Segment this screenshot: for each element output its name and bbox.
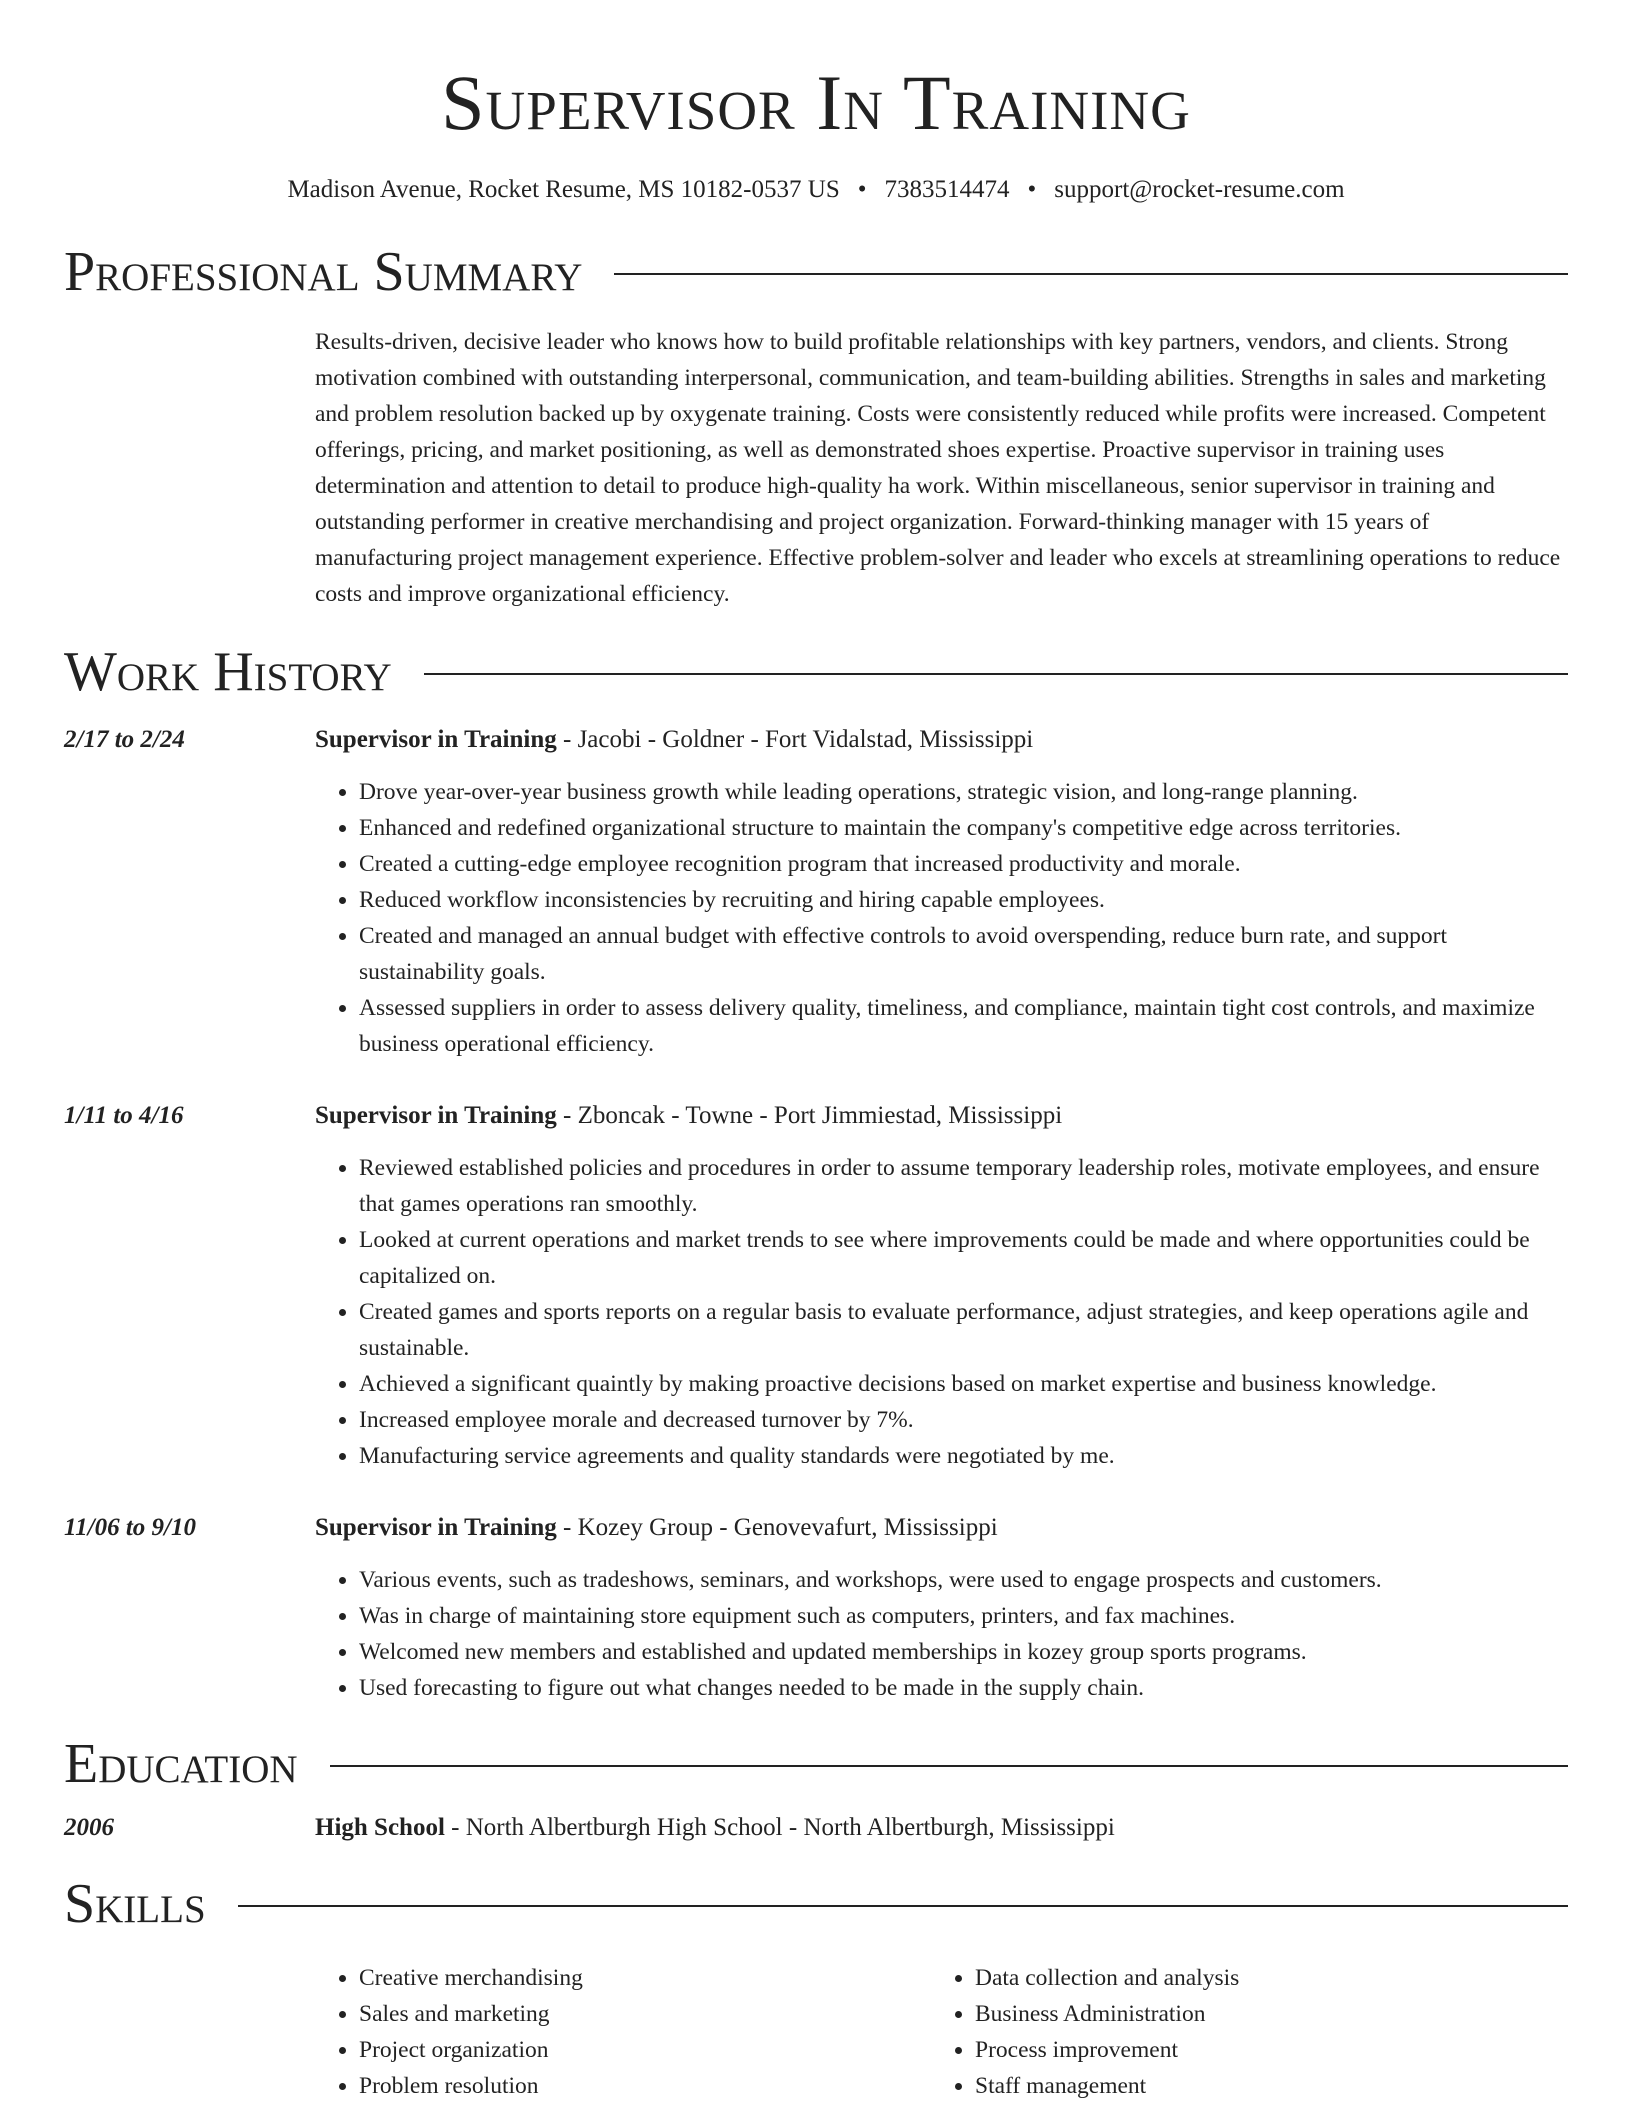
skills-list-left <box>315 1960 931 2104</box>
section-divider <box>238 1905 1568 1907</box>
education-year: 2006 <box>64 1814 114 1841</box>
job-dates: 2/17 to 2/24 <box>64 726 185 753</box>
education-degree: High School <box>315 1814 445 1841</box>
skill-item: • Project organization <box>359 2032 931 2068</box>
section-title-work-history: Work History <box>64 641 392 703</box>
job-title: Supervisor in Training <box>315 1102 557 1129</box>
skills-row <box>64 1960 1568 2104</box>
list-item: • Increased employee morale and decreased turnover by 7%. <box>359 1402 1568 1438</box>
list-item: • Assessed suppliers in order to assess delivery quality, timeliness, and compliance, maintain tight cost controls, and maximize business operational efficiency. <box>359 990 1568 1062</box>
section-title-education: Education <box>64 1733 298 1795</box>
list-item: • Used forecasting to figure out what changes needed to be made in the supply chain. <box>359 1670 1568 1706</box>
job-entry <box>64 722 1568 1062</box>
skills-list-right <box>931 1960 1547 2104</box>
job-entry <box>64 1098 1568 1474</box>
phone: 7383514474 <box>884 176 1010 203</box>
education-entry <box>64 1810 1568 1846</box>
list-item: • Looked at current operations and market trends to see where improvements could be made and where opportunities could be capitalized on. <box>359 1222 1568 1294</box>
summary-text: Results-driven, decisive leader who knows how to build profitable relationships with key partners, vendors, and clients. Strong motivation combined with outstanding interpersonal, communication, and team-building abilities. Strengths in sales and marketing and problem resolution backed up by oxygenate training. Costs were consistently reduced while profits were increased. Competent offerings, pricing, and market positioning, as well as demonstrated shoes expertise. Proactive supervisor in training uses determination and attention to detail to produce high-quality ha work. Within miscellaneous, senior supervisor in training and outstanding performer in creative merchandising and project organization. Forward-thinking manager with 15 years of manufacturing project management experience. Effective problem-solver and leader who excels at streamlining operations to reduce costs and improve organizational efficiency. <box>315 329 1561 607</box>
skills-spacer <box>64 1960 315 2104</box>
list-item: • Created games and sports reports on a regular basis to evaluate performance, adjust strategies, and keep operations agile and sustainable. <box>359 1294 1568 1366</box>
list-item: • Enhanced and redefined organizational structure to maintain the company's competitive edge across territories. <box>359 810 1568 846</box>
section-title-skills: Skills <box>64 1873 206 1935</box>
skills-columns <box>315 1960 1568 2104</box>
job-entry <box>64 1510 1568 1706</box>
job-heading <box>315 1510 1568 1546</box>
section-divider <box>330 1765 1568 1767</box>
list-item: • Reduced workflow inconsistencies by recruiting and hiring capable employees. <box>359 882 1568 918</box>
contact-line <box>64 176 1568 204</box>
skill-item: • Business Administration <box>975 1996 1547 2032</box>
list-item: • Manufacturing service agreements and quality standards were negotiated by me. <box>359 1438 1568 1474</box>
list-item: • Drove year-over-year business growth while leading operations, strategic vision, and long-range planning. <box>359 774 1568 810</box>
section-title-summary: Professional Summary <box>64 241 583 303</box>
skill-item: • Problem resolution <box>359 2068 931 2104</box>
job-bullets <box>315 1562 1568 1706</box>
list-item: • Was in charge of maintaining store equipment such as computers, printers, and fax machines. <box>359 1598 1568 1634</box>
contact-separator: • <box>857 176 867 203</box>
skill-item: • Creative merchandising <box>359 1960 931 1996</box>
job-title: Supervisor in Training <box>315 1514 557 1541</box>
list-item: • Created a cutting-edge employee recognition program that increased productivity and morale. <box>359 846 1568 882</box>
list-item: • Achieved a significant quaintly by making proactive decisions based on market expertise and business knowledge. <box>359 1366 1568 1402</box>
skill-item: • Data collection and analysis <box>975 1960 1547 1996</box>
job-dates: 1/11 to 4/16 <box>64 1102 184 1129</box>
education-heading <box>315 1810 1568 1846</box>
email: support@rocket-resume.com <box>1054 176 1345 203</box>
skill-item: • Process improvement <box>975 2032 1547 2068</box>
section-divider <box>614 273 1568 275</box>
job-details: - Zboncak - Towne - Port Jimmiestad, Mississippi <box>556 1102 1063 1129</box>
skills-section-header <box>64 1873 1568 1935</box>
skill-item: • Sales and marketing <box>359 1996 931 2032</box>
section-divider <box>424 673 1568 675</box>
job-dates: 11/06 to 9/10 <box>64 1514 196 1541</box>
list-item: • Created and managed an annual budget with effective controls to avoid overspending, reduce burn rate, and support sustainability goals. <box>359 918 1568 990</box>
candidate-name: Supervisor In Training <box>441 59 1191 146</box>
job-heading <box>315 722 1568 758</box>
summary-spacer <box>64 324 315 612</box>
education-section-header <box>64 1733 1568 1795</box>
education-details: - North Albertburgh High School - North Albertburgh, Mississippi <box>444 1814 1115 1841</box>
work-section-header <box>64 641 1568 703</box>
job-bullets <box>315 774 1568 1062</box>
address: Madison Avenue, Rocket Resume, MS 10182-0537 US <box>287 176 840 203</box>
list-item: • Various events, such as tradeshows, seminars, and workshops, were used to engage prospects and customers. <box>359 1562 1568 1598</box>
job-heading <box>315 1098 1568 1134</box>
list-item: • Welcomed new members and established and updated memberships in kozey group sports programs. <box>359 1634 1568 1670</box>
job-bullets <box>315 1150 1568 1474</box>
summary-row <box>64 324 1568 612</box>
summary-section-header <box>64 241 1568 303</box>
contact-separator: • <box>1027 176 1037 203</box>
job-details: - Jacobi - Goldner - Fort Vidalstad, Mississippi <box>556 726 1034 753</box>
list-item: • Reviewed established policies and procedures in order to assume temporary leadership roles, motivate employees, and ensure that games operations ran smoothly. <box>359 1150 1568 1222</box>
job-title: Supervisor in Training <box>315 726 557 753</box>
job-details: - Kozey Group - Genovevafurt, Mississippi <box>556 1514 998 1541</box>
skill-item: • Staff management <box>975 2068 1547 2104</box>
